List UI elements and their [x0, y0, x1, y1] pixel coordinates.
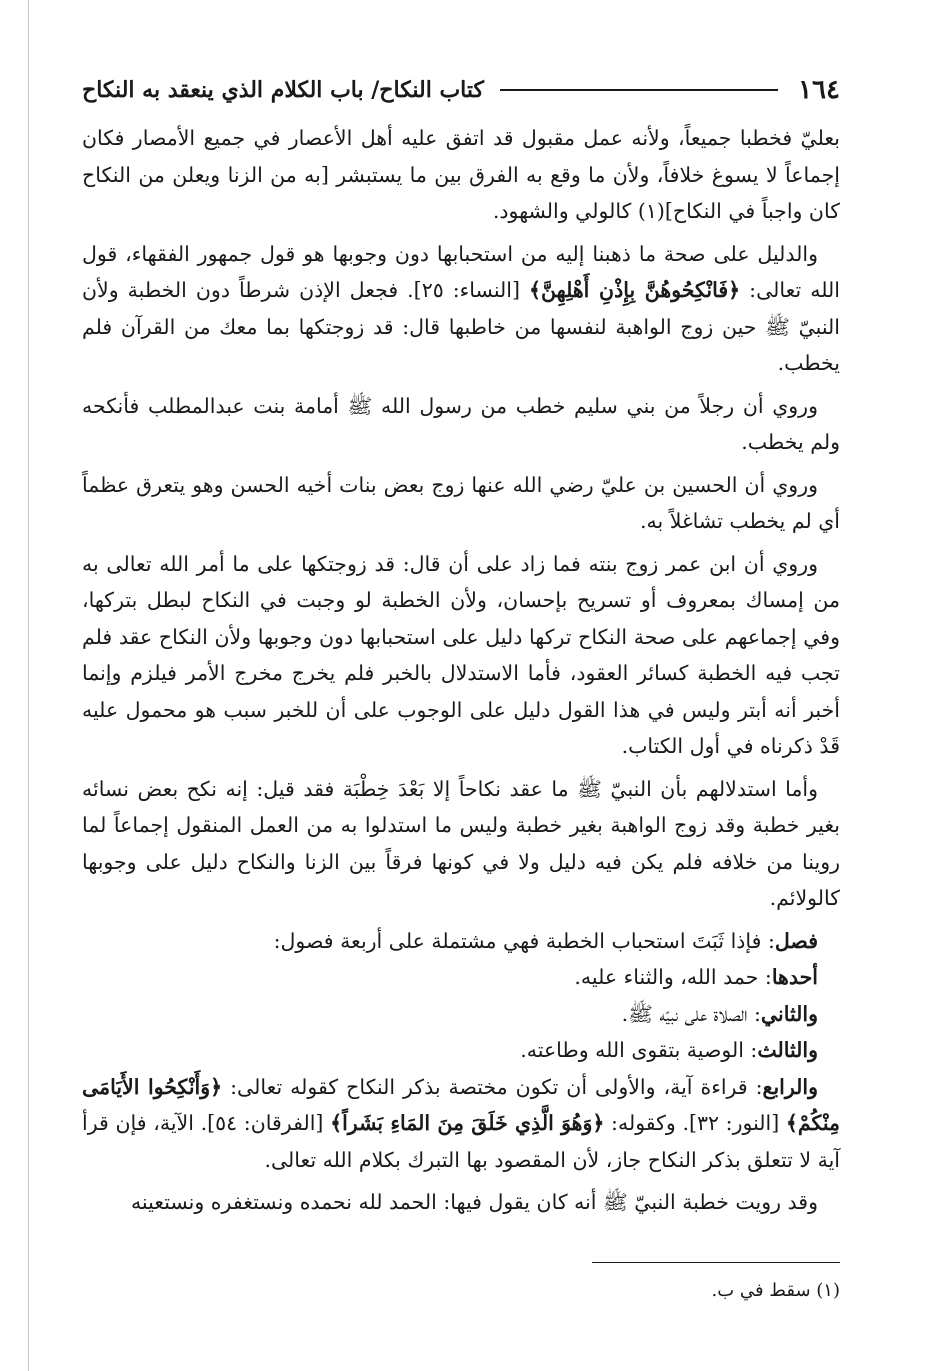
paragraph	[82, 467, 840, 540]
page-number: ١٦٤	[798, 75, 840, 105]
list-item-label: أحدها	[771, 965, 818, 989]
footnote: (١) سقط في ب.	[711, 1280, 840, 1301]
running-title: كتاب النكاح/ باب الكلام الذي ينعقد به النكاح	[82, 77, 484, 103]
paragraph-text: وروي أن رجلاً من بني سليم خطب من رسول الله ﷺ أمامة بنت عبدالمطلب فأنكحه ولم يخطب.	[82, 393, 840, 454]
quran-verse: ﴿فَانْكِحُوهُنَّ بِإِذْنِ أَهْلِهِنَّ﴾	[529, 278, 741, 302]
quran-verse: ﴿وَأَنْكِحُوا الأَيَامَى مِنْكُمْ﴾	[82, 1074, 841, 1135]
footnote-rule	[592, 1262, 840, 1263]
paragraph-text: والدليل على صحة ما ذهبنا إليه من استحبابها دون وجوبها هو قول جمهور الفقهاء، قول الله تعالى:	[82, 241, 840, 302]
list-item-text: : الوصية بتقوى الله وطاعته.	[520, 1038, 758, 1062]
paragraph-text: وروي أن ابن عمر زوج بنته فما زاد على أن قال: قد زوجتكها على ما أمر الله تعالى به من إمساك بمعروف أو تسريح بإحسان، ولأن الخطبة لو وجبت في النكاح لبطل بتركها، وفي إجماعهم على صحة النكاح تركها دليل على استحبابها دون وجوبها ولأن النكاح عقد فلم تجب فيه الخطبة كسائر العقود، فأما الاستدلال بالخبر فلم يخرج مخرج الأمر فيلزم وإنما أخبر أنه أبتر وليس في هذا القول دليل على الوجوب على أن للخبر سبب هو محمول عليه قَدْ ذكرناه في أول الكتاب.	[82, 551, 841, 758]
paragraph	[82, 1184, 840, 1221]
list-item	[82, 959, 840, 996]
list-item-text: [النور: ٣٢]. وكقوله:	[604, 1111, 786, 1135]
list-item-label: والثالث	[757, 1038, 818, 1062]
paragraph-text: بعليّ فخطبا جميعاً، ولأنه عمل مقبول قد اتفق عليه أهل الأعصار في جميع الأمصار فكان إجماعاً لا يسوغ خلافاً، ولأن ما وقع به الفرق بين ما يستبشر [به من الزنا ويعلن من النكاح كان واجباً في النكاح](١) كالولي والشهود.	[82, 126, 840, 223]
list-item-text: : الصلاة على نبيّه ﷺ.	[621, 1001, 761, 1026]
quran-verse: ﴿وَهُوَ الَّذِي خَلَقَ مِنَ المَاءِ بَشَراً﴾	[330, 1111, 605, 1135]
list-item	[82, 996, 840, 1033]
header-rule	[500, 89, 778, 91]
paragraph-text: وروي أن الحسين بن عليّ رضي الله عنها زوج بعض بنات أخيه الحسن وهو يتعرق عظماً أي لم يخطب تشاغلاً به.	[82, 472, 840, 533]
paragraph	[82, 771, 840, 917]
paragraph	[82, 236, 840, 382]
section-heading	[82, 923, 840, 960]
paragraph	[82, 120, 840, 230]
page-header	[82, 70, 840, 110]
list-item	[82, 1032, 840, 1069]
binding-line	[28, 0, 29, 1371]
paragraph	[82, 546, 840, 765]
section-label: فصل	[774, 928, 818, 953]
paragraph-text: وقد رويت خطبة النبيّ ﷺ أنه كان يقول فيها: الحمد لله نحمده ونستغفره ونستعينه	[130, 1190, 818, 1214]
list-item-text: : قراءة آية، والأولى أن تكون مختصة بذكر النكاح كقوله تعالى:	[222, 1074, 763, 1099]
list-item-text: : حمد الله، والثناء عليه.	[574, 965, 772, 989]
body-text	[82, 120, 840, 1227]
list-item	[82, 1069, 840, 1179]
paragraph-text: [النساء: ٢٥]. فجعل الإذن شرطاً دون الخطبة ولأن النبيّ ﷺ حين زوج الواهبة لنفسها من خاطبها قال: قد زوجتكها بما معك من القرآن فلم يخطب.	[82, 278, 840, 375]
section-intro: : فإذا ثَبَتَ استحباب الخطبة فهي مشتملة على أربعة فصول:	[273, 928, 775, 953]
list-item-label: والثاني	[760, 1001, 818, 1026]
list-item-text: [الفرقان: ٥٤]. الآية، فإن قرأ آية لا تتعلق بذكر النكاح جاز، لأن المقصود بها التبرك بكلام الله تعالى.	[82, 1111, 840, 1172]
paragraph	[82, 388, 840, 461]
paragraph-text: وأما استدلالهم بأن النبيّ ﷺ ما عقد نكاحاً إلا بَعْدَ خِطْبَة فقد قيل: إنه نكح بعض نسائه بغير خطبة وقد زوج الواهبة بغير خطبة وليس ما استدلوا به من العمل المنقول إجماعاً لما روينا من خلافه فلم يكن فيه دليل ولا في كونها فرقاً بين الزنا والنكاح دليل على وجوبها كالولائم.	[82, 776, 840, 910]
list-item-label: والرابع	[762, 1074, 818, 1099]
